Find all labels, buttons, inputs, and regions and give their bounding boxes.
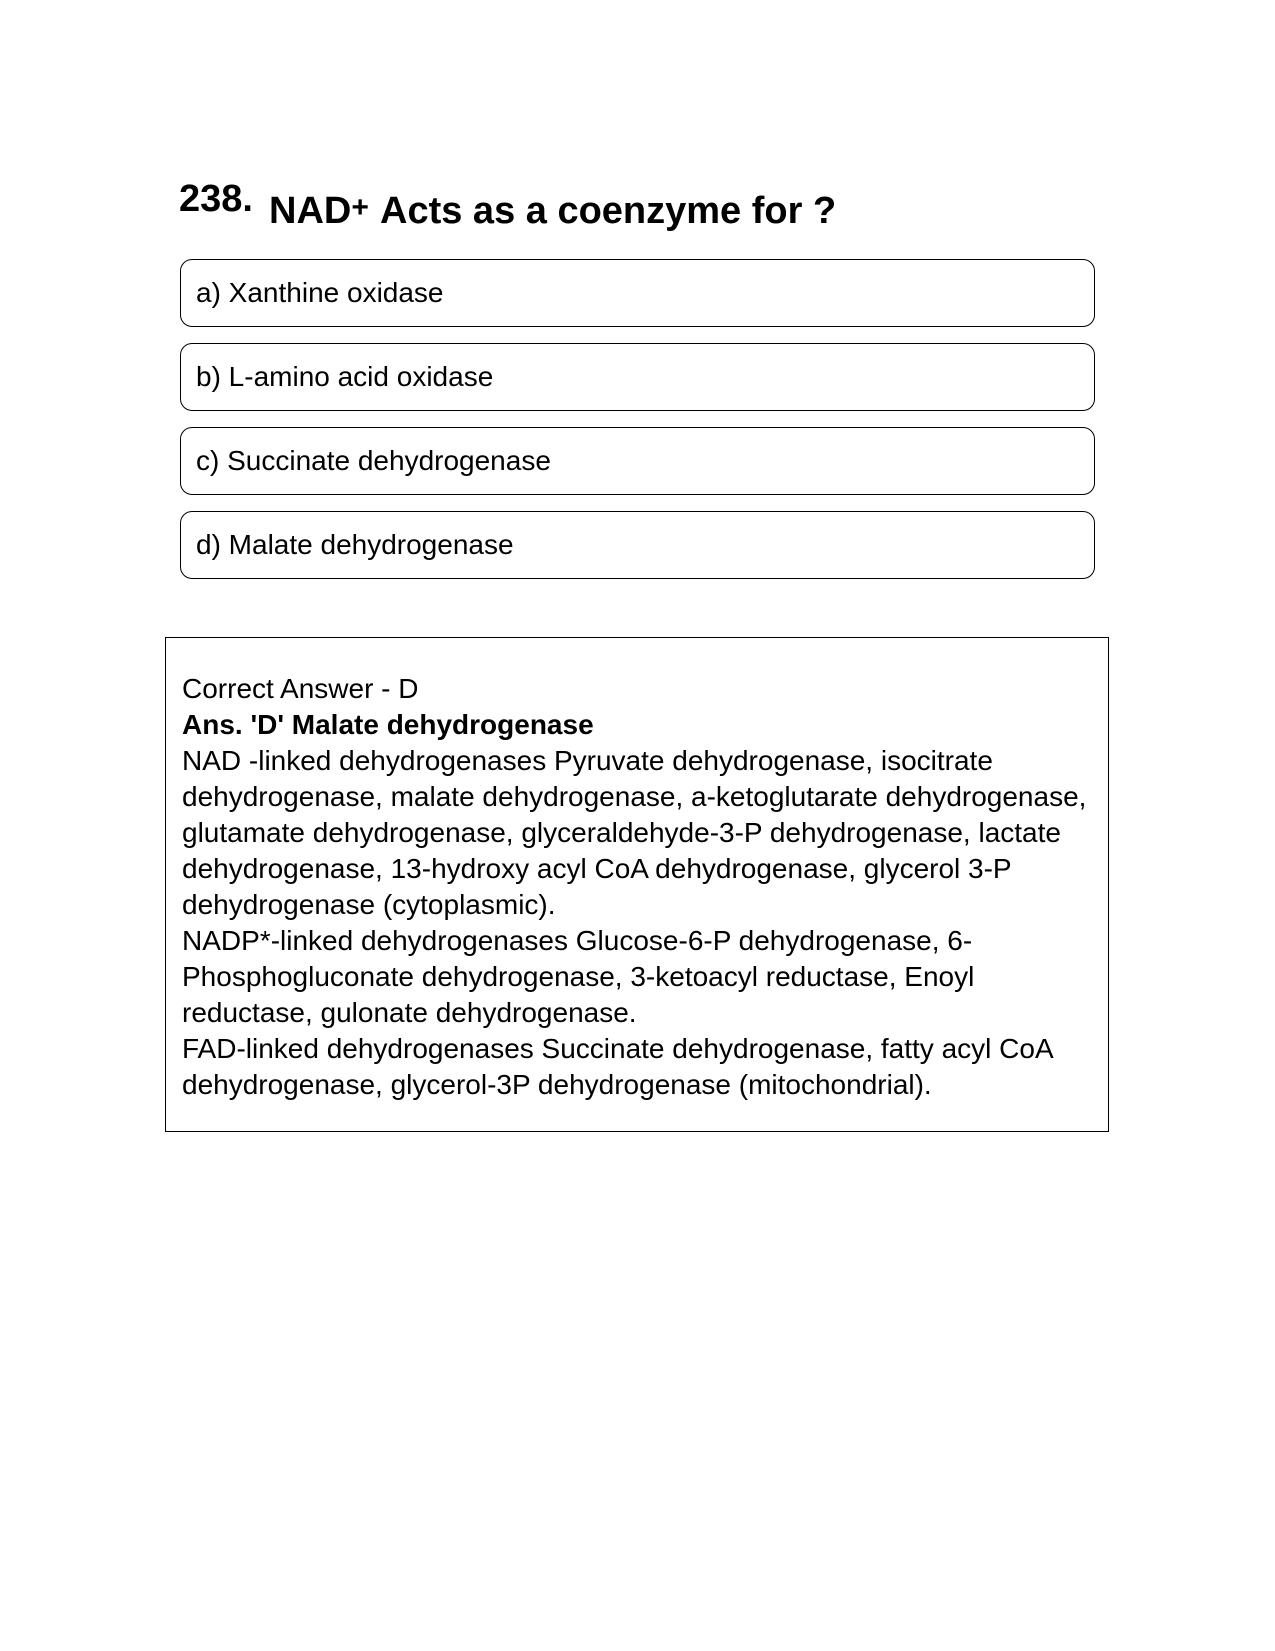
question-number: 238. [179, 178, 253, 220]
option-a[interactable]: a) Xanthine oxidase [180, 259, 1095, 327]
correct-answer: Correct Answer - D [182, 673, 419, 704]
answer-heading: Ans. 'D' Malate dehydrogenase [182, 709, 594, 740]
options-list [180, 259, 1095, 595]
option-d[interactable]: d) Malate dehydrogenase [180, 511, 1095, 579]
question-stem: Acts as a coenzyme for ? [370, 190, 837, 232]
question-prefix: NAD [269, 190, 352, 232]
explanation-fad: FAD-linked dehydrogenases Succinate dehydrogenase, fatty acyl CoA dehydrogenase, glycerol-3P dehydrogenase (mitochondrial). [182, 1033, 1053, 1100]
explanation-nad: NAD -linked dehydrogenases Pyruvate dehydrogenase, isocitrate dehydrogenase, malate dehydrogenase, a-ketoglutarate dehydrogenase, glutamate dehydrogenase, glyceraldehyde-3-P dehydrogenase, lactate dehydrogenase, 13-hydroxy acyl CoA dehydrogenase, glycerol 3-P dehydrogenase (cytoplasmic). [182, 745, 1087, 920]
explanation-nadp: NADP*-linked dehydrogenases Glucose-6-P dehydrogenase, 6-Phosphogluconate dehydrogenase, 3-ketoacyl reductase, Enoyl reductase, gulonate dehydrogenase. [182, 925, 975, 1028]
question-superscript: + [351, 191, 369, 224]
option-b[interactable]: b) L-amino acid oxidase [180, 343, 1095, 411]
option-c[interactable]: c) Succinate dehydrogenase [180, 427, 1095, 495]
question-header [179, 178, 1099, 248]
answer-box [165, 637, 1109, 1132]
question-text [269, 192, 836, 230]
